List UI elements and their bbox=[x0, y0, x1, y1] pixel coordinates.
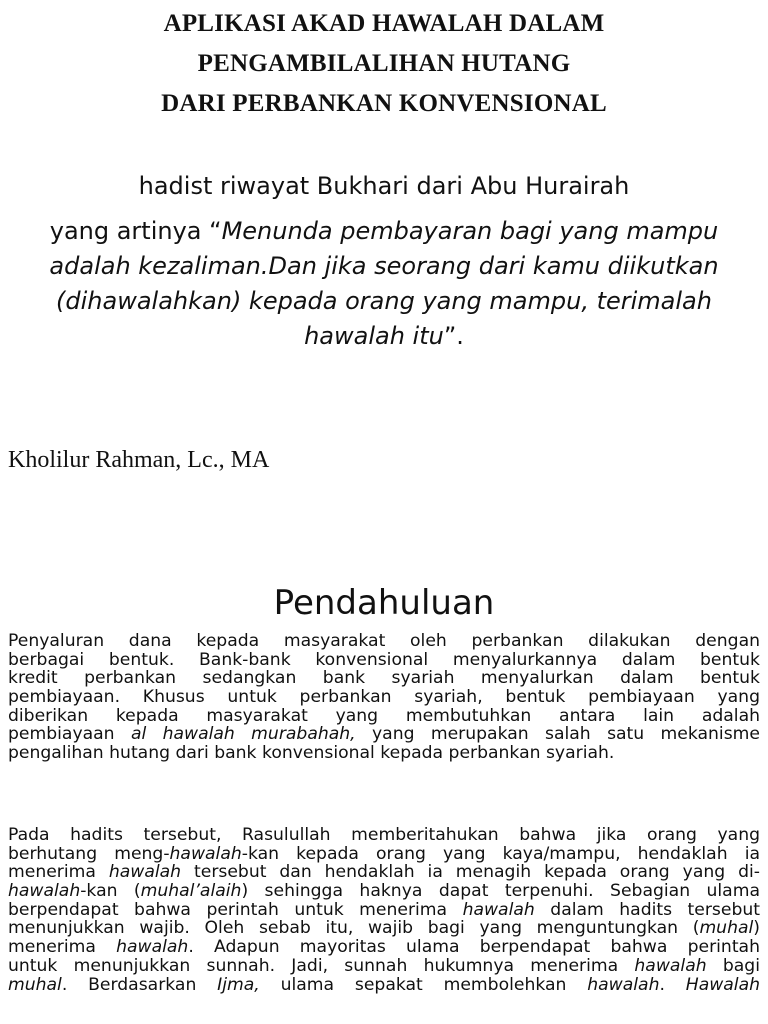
italic-term: muhal’alaih bbox=[140, 882, 242, 901]
hadist-source: hadist riwayat Bukhari dari Abu Hurairah bbox=[138, 172, 630, 200]
text-run: tersebut dan hendaklah ia menagih kepada orang yang di- bbox=[181, 863, 760, 883]
title-line-3: DARI PERBANKAN KONVENSIONAL bbox=[161, 90, 607, 117]
italic-term: Ijma, bbox=[217, 975, 260, 995]
text-run: menunjukkan wajib. Oleh sebab itu, wajib bagi yang menguntungkan ( bbox=[8, 919, 700, 939]
paragraph-line: Penyaluran dana kepada masyarakat oleh perbankan dilakukan dengan bbox=[8, 632, 760, 651]
text-run: . Adapun mayoritas ulama berpendapat bahwa perintah bbox=[188, 938, 760, 957]
italic-term: hawalah bbox=[8, 882, 81, 901]
text-run: ulama sepakat membolehkan bbox=[259, 975, 588, 995]
quote-text-2: adalah kezaliman.Dan jika seorang dari kamu diikutkan bbox=[49, 252, 719, 280]
quote-text-4: hawalah itu bbox=[304, 322, 444, 350]
paragraph-line bbox=[8, 863, 760, 882]
text-run: untuk menunjukkan sunnah. Jadi, sunnah hukumnya menerima bbox=[8, 956, 635, 976]
paragraph-line bbox=[8, 976, 760, 995]
italic-term: hawalah bbox=[108, 863, 182, 883]
text-run: . bbox=[659, 975, 686, 995]
italic-term: muhal bbox=[699, 919, 754, 939]
quote-text-1: Menunda pembayaran bagi yang mampu bbox=[221, 217, 719, 245]
paragraph-line: kredit perbankan sedangkan bank syariah menyalurkan dalam bentuk bbox=[8, 669, 760, 689]
paragraph-line: diberikan kepada masyarakat yang membutuhkan antara lain adalah bbox=[8, 706, 760, 726]
paragraph-line bbox=[8, 901, 760, 920]
hadist-quote bbox=[20, 214, 748, 354]
paragraph-line bbox=[8, 845, 760, 864]
text-run: dalam hadits tersebut bbox=[534, 900, 760, 920]
title-line-1: APLIKASI AKAD HAWALAH DALAM bbox=[163, 10, 605, 37]
section-heading: Pendahuluan bbox=[273, 583, 495, 623]
paragraph-line bbox=[8, 882, 760, 901]
text-run: menerima bbox=[8, 863, 109, 883]
italic-term: Hawalah bbox=[685, 975, 760, 995]
italic-term: hawalah bbox=[634, 956, 707, 976]
quote-suffix: ”. bbox=[443, 322, 464, 350]
quote-line-2 bbox=[20, 249, 748, 284]
quote-prefix: yang artinya “ bbox=[49, 217, 222, 245]
italic-term: hawalah bbox=[462, 900, 535, 920]
italic-term: muhal bbox=[8, 975, 62, 995]
text-run: menerima bbox=[8, 938, 117, 957]
text-run: ) bbox=[753, 919, 760, 939]
text-run: . Berdasarkan bbox=[61, 975, 218, 995]
quote-line-1 bbox=[20, 214, 748, 249]
paragraph-line bbox=[8, 957, 760, 976]
paragraph-line: Pada hadits tersebut, Rasulullah memberitahukan bahwa jika orang yang bbox=[8, 826, 760, 845]
quote-text-3: (dihawalahkan) kepada orang yang mampu, terimalah bbox=[56, 287, 712, 315]
text-run: -kan kepada orang yang kaya/mampu, hendaklah ia bbox=[241, 844, 760, 864]
quote-line-4 bbox=[20, 319, 748, 354]
paragraph-introduction bbox=[8, 632, 760, 763]
paragraph-hadits-explanation bbox=[8, 826, 760, 994]
paragraph-line: berbagai bentuk. Bank-bank konvensional menyalurkannya dalam bentuk bbox=[8, 650, 760, 670]
text-run: pembiayaan bbox=[8, 725, 131, 745]
quote-line-3 bbox=[20, 284, 748, 319]
paragraph-line bbox=[8, 725, 760, 744]
paragraph-line: pembiayaan. Khusus untuk perbankan syariah, bentuk pembiayaan yang bbox=[8, 688, 760, 707]
italic-term: hawalah bbox=[587, 975, 660, 995]
title-line-2: PENGAMBILALIHAN HUTANG bbox=[197, 50, 571, 77]
paragraph-line: pengalihan hutang dari bank konvensional kepada perbankan syariah. bbox=[8, 743, 615, 764]
italic-term: hawalah bbox=[169, 844, 242, 864]
text-run: berhutang meng- bbox=[8, 844, 170, 864]
paragraph-line bbox=[8, 919, 760, 938]
text-run: berpendapat bahwa perintah untuk menerima bbox=[8, 900, 463, 920]
author-name: Kholilur Rahman, Lc., MA bbox=[8, 447, 270, 473]
italic-term: hawalah bbox=[116, 938, 189, 957]
text-run: yang merupakan salah satu mekanisme bbox=[355, 725, 760, 745]
text-run: -kan ( bbox=[80, 882, 141, 901]
italic-term: al hawalah murabahah, bbox=[130, 725, 356, 745]
paragraph-line bbox=[8, 938, 760, 957]
text-run: bagi bbox=[706, 956, 760, 976]
text-run: ) sehingga haknya dapat terpenuhi. Sebagian ulama bbox=[241, 882, 760, 901]
document-title bbox=[0, 4, 768, 124]
